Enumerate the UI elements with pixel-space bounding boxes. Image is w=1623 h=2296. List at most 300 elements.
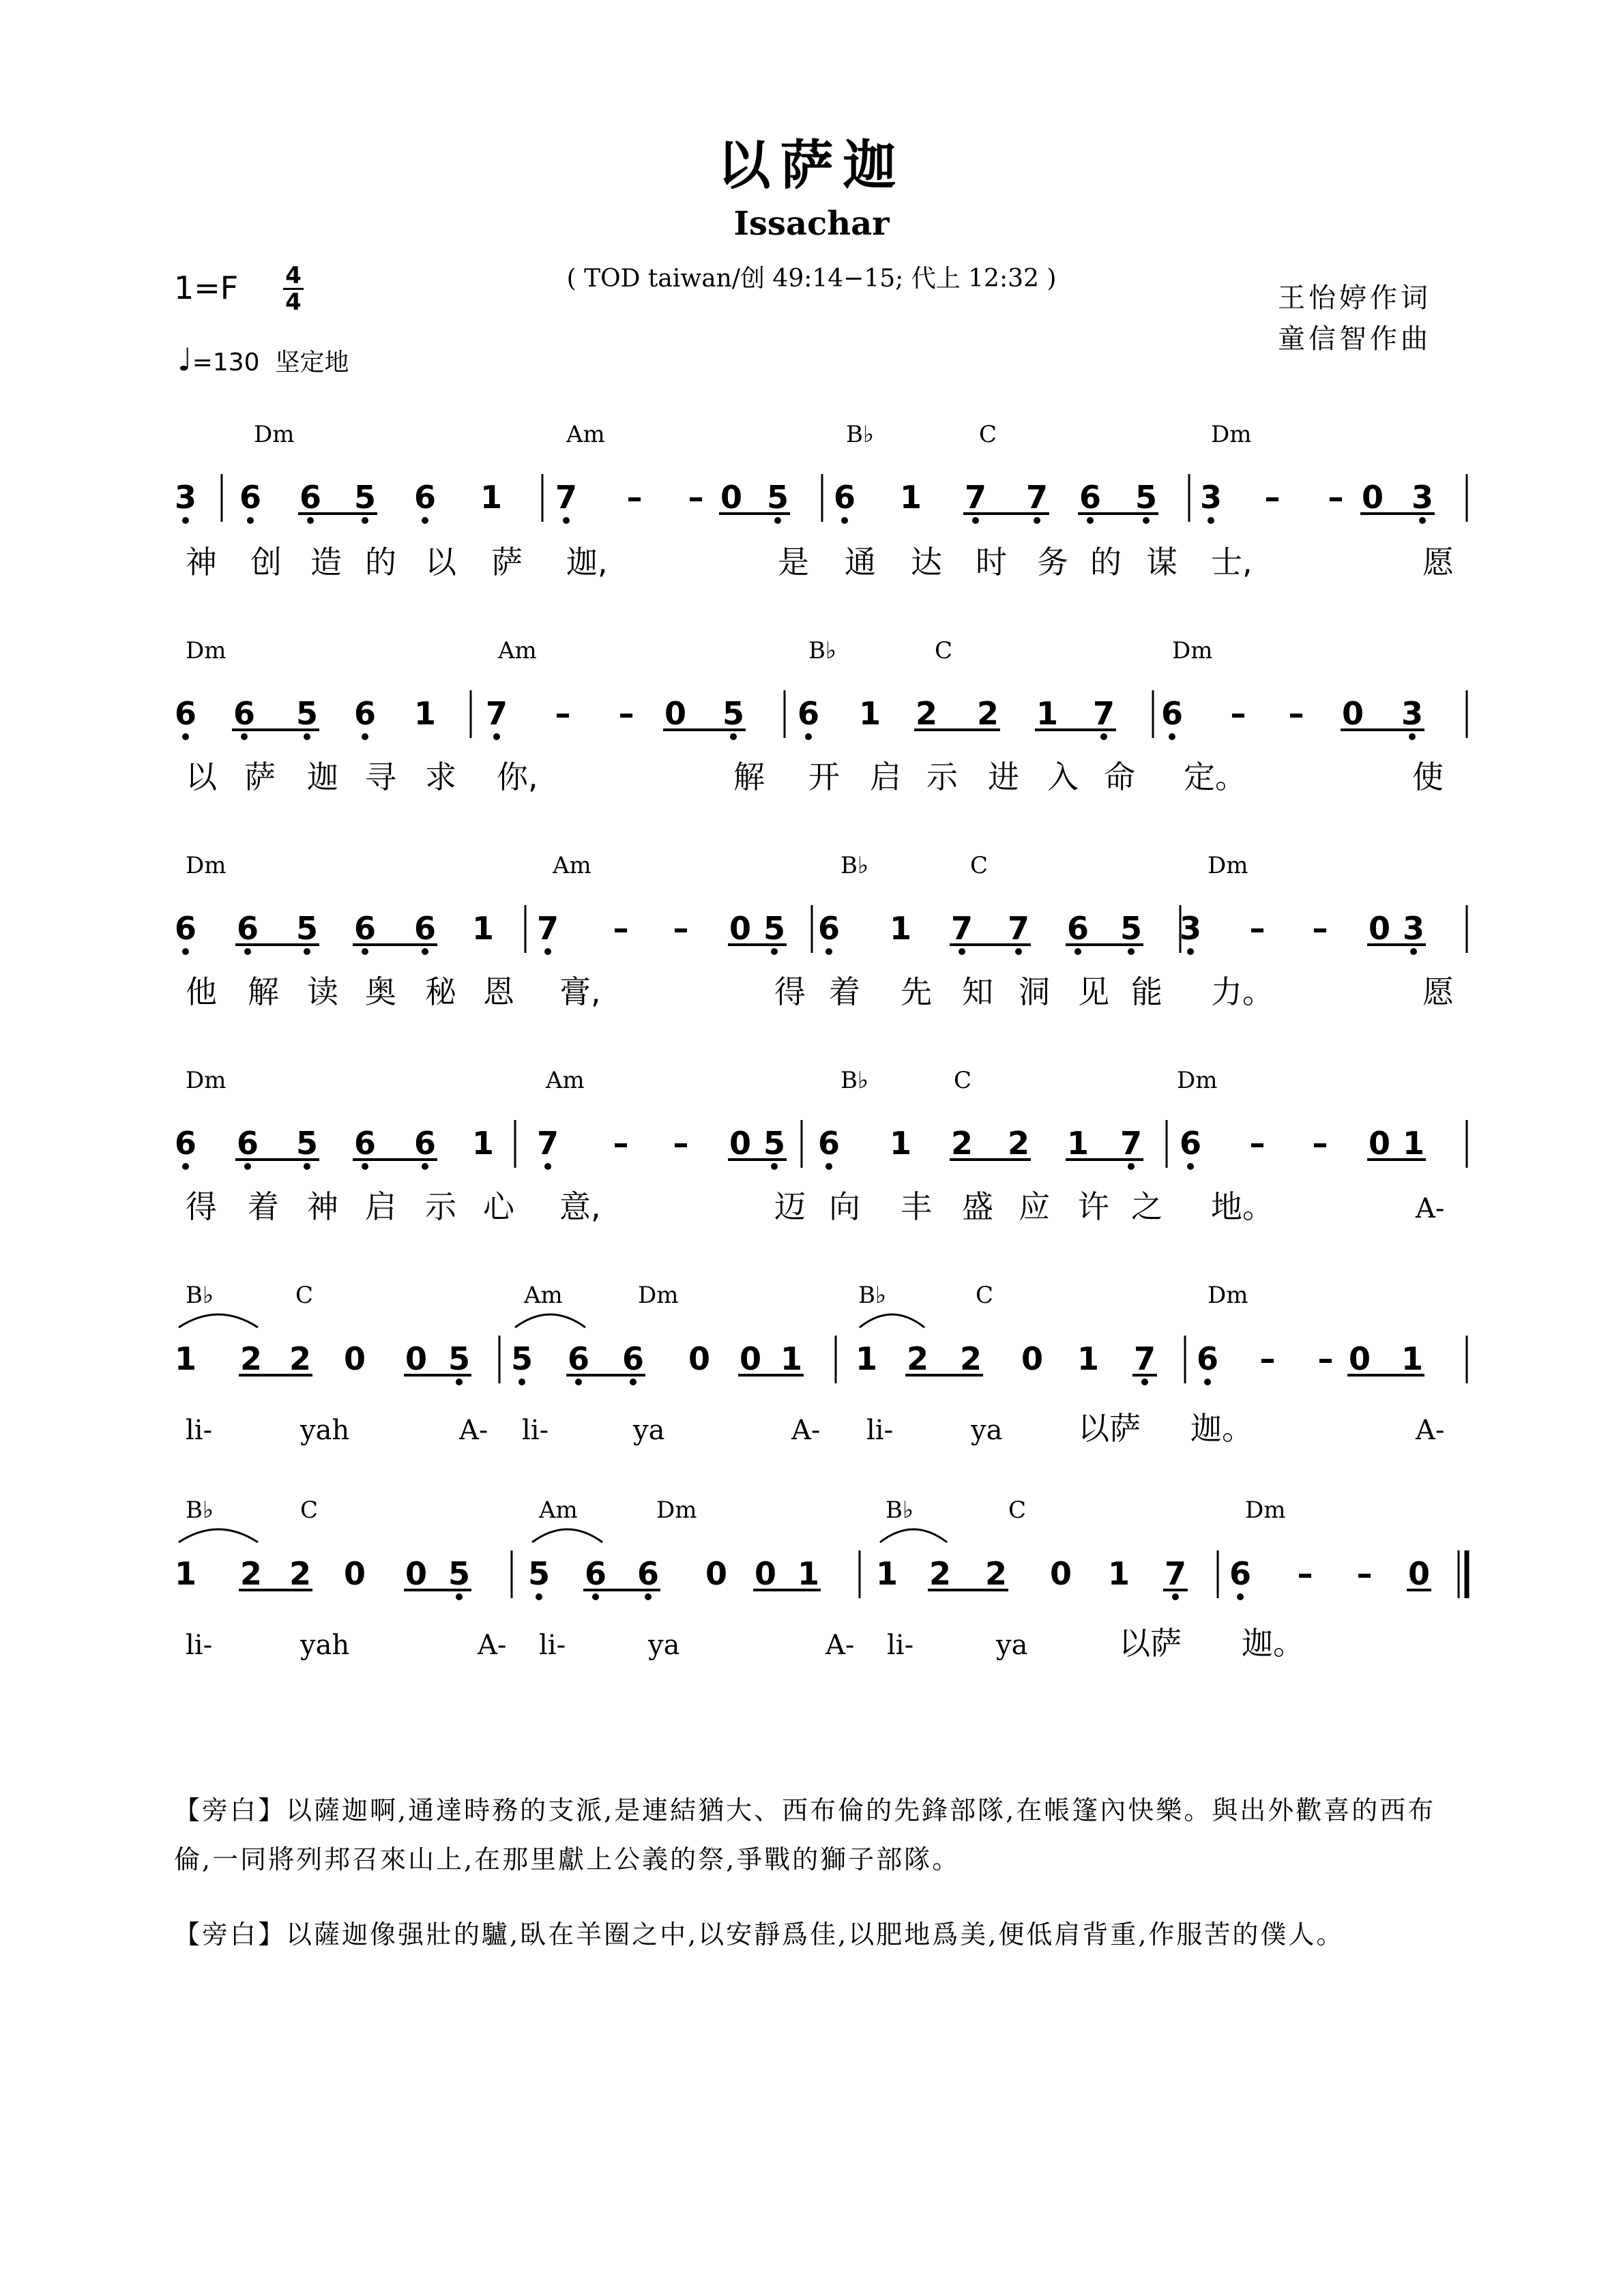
jianpu-note: 2: [289, 1340, 312, 1377]
lyric-syllable: 通: [845, 544, 876, 580]
chord-symbol: B♭: [808, 637, 837, 664]
lyric-syllable: ya: [971, 1415, 1003, 1446]
duration-dash: –: [1264, 479, 1281, 516]
jianpu-note: 0: [1348, 1340, 1371, 1377]
duration-dash: –: [1312, 1125, 1328, 1162]
octave-dot: [493, 733, 500, 740]
lyric-syllable: ya: [996, 1630, 1028, 1661]
lyric-syllable: 命: [1104, 759, 1135, 795]
octave-dot: [241, 733, 248, 740]
lyric-syllable: 解: [733, 759, 765, 795]
slur-arc: [179, 1314, 258, 1327]
octave-dot: [841, 517, 848, 524]
jianpu-note: 0: [1368, 1125, 1391, 1162]
jianpu-note: 6: [817, 1125, 840, 1162]
jianpu-note: 2: [289, 1555, 312, 1592]
jianpu-note: 3: [1401, 695, 1424, 732]
chord-symbol: Am: [524, 1282, 563, 1309]
jianpu-note: 7: [1007, 910, 1030, 947]
tempo-value: =130: [192, 349, 260, 377]
jianpu-note: 7: [536, 910, 559, 947]
lyric-syllable: 迦。: [1190, 1410, 1253, 1447]
lyric-syllable: 神: [186, 544, 217, 580]
lyric-syllable: A-: [1416, 1193, 1445, 1224]
jianpu-note: 6: [353, 1125, 377, 1162]
jianpu-note: 1: [889, 910, 912, 947]
lyric-syllable: li-: [186, 1630, 213, 1661]
lyric-syllable: 知: [962, 973, 993, 1010]
jianpu-note: 6: [567, 1340, 590, 1377]
octave-dot: [1128, 948, 1135, 955]
octave-dot: [825, 948, 832, 955]
jianpu-note: 1: [174, 1555, 197, 1592]
jianpu-note: 6: [299, 479, 322, 516]
lyric-syllable: 奥: [365, 973, 396, 1010]
octave-dot: [1169, 733, 1175, 740]
duration-dash: –: [1317, 1340, 1334, 1377]
jianpu-note: 5: [763, 910, 786, 947]
lyric-syllable: 愿: [1422, 973, 1454, 1010]
lyric-syllable: 他: [186, 973, 217, 1010]
octave-dot: [422, 1163, 428, 1170]
octave-dot: [1204, 1379, 1211, 1385]
lyric-syllable: 以: [425, 544, 456, 580]
jianpu-note: 5: [722, 695, 745, 732]
jianpu-note: 5: [527, 1555, 551, 1592]
jianpu-note: 5: [766, 479, 789, 516]
lyric-syllable: 的: [1090, 544, 1122, 580]
lyric-syllable: yah: [300, 1415, 350, 1446]
octave-dot: [304, 733, 310, 740]
jianpu-note: 3: [1402, 910, 1425, 947]
lyric-syllable: A-: [478, 1630, 507, 1661]
lyric-syllable: 盛: [962, 1188, 993, 1225]
lyric-syllable: yah: [300, 1630, 350, 1661]
jianpu-note: 2: [984, 1555, 1008, 1592]
chord-symbol: C: [976, 1282, 994, 1309]
jianpu-note: 6: [174, 1125, 197, 1162]
jianpu-note: 7: [555, 479, 578, 516]
lyric-syllable: 得: [774, 973, 806, 1010]
chord-symbol: Dm: [186, 637, 226, 664]
octave-dot: [1419, 517, 1426, 524]
octave-dot: [362, 517, 368, 524]
chord-symbol: Am: [566, 421, 605, 448]
lyric-syllable: 谋: [1146, 544, 1178, 580]
lyric-syllable: 解: [248, 973, 279, 1010]
duration-dash: –: [555, 695, 571, 732]
chord-symbol: C: [1008, 1497, 1027, 1524]
jianpu-note: 6: [833, 479, 856, 516]
octave-dot: [244, 948, 251, 955]
lyric-syllable: li-: [539, 1630, 566, 1661]
lyric-syllable: li-: [887, 1630, 914, 1661]
jianpu-note: 5: [295, 910, 319, 947]
octave-dot: [1100, 733, 1107, 740]
jianpu-note: 6: [413, 1125, 437, 1162]
jianpu-note: 1: [899, 479, 922, 516]
jianpu-note: 6: [637, 1555, 660, 1592]
chord-symbol: C: [295, 1282, 314, 1309]
jianpu-note: 0: [1407, 1555, 1431, 1592]
duration-dash: –: [613, 910, 629, 947]
duration-dash: –: [1249, 910, 1266, 947]
lyric-syllable: 神: [307, 1188, 338, 1225]
lyric-syllable: 心: [483, 1188, 514, 1225]
jianpu-note: 0: [1368, 910, 1391, 947]
octave-dot: [1141, 1379, 1148, 1385]
lyric-syllable: 地。: [1211, 1188, 1274, 1225]
jianpu-note: 6: [233, 695, 256, 732]
jianpu-note: 7: [485, 695, 508, 732]
jianpu-note: 6: [1179, 1125, 1202, 1162]
jianpu-note: 7: [1120, 1125, 1143, 1162]
chord-symbol: Dm: [638, 1282, 679, 1309]
jianpu-note: 6: [1229, 1555, 1252, 1592]
slur-arc: [860, 1314, 924, 1327]
octave-dot: [730, 733, 737, 740]
jianpu-note: 0: [754, 1555, 777, 1592]
chord-symbol: B♭: [186, 1497, 214, 1524]
chord-symbol: Dm: [1245, 1497, 1286, 1524]
jianpu-note: 1: [855, 1340, 878, 1377]
octave-dot: [182, 948, 189, 955]
jianpu-note: 0: [343, 1340, 366, 1377]
octave-dot: [1074, 948, 1081, 955]
jianpu-note: 6: [1196, 1340, 1219, 1377]
slur-arc: [515, 1314, 585, 1327]
chord-symbol: C: [954, 1067, 972, 1094]
jianpu-note: 7: [1164, 1555, 1187, 1592]
jianpu-note: 1: [1402, 1125, 1425, 1162]
lyric-syllable: 达: [911, 544, 942, 580]
jianpu-note: 7: [1133, 1340, 1156, 1377]
lyric-syllable: 向: [829, 1188, 860, 1225]
jianpu-note: 6: [239, 479, 262, 516]
jianpu-note: 1: [1066, 1125, 1090, 1162]
octave-dot: [1015, 948, 1022, 955]
scripture-source: ( TOD taiwan/创 49:14−15; 代上 12:32 ): [566, 265, 1057, 293]
duration-dash: –: [688, 479, 704, 516]
jianpu-note: 5: [295, 1125, 319, 1162]
lyric-syllable: 洞: [1019, 973, 1050, 1010]
lyric-syllable: 进: [988, 759, 1019, 795]
jianpu-note: 6: [353, 910, 377, 947]
octave-dot: [536, 1593, 542, 1600]
chord-symbol: Am: [546, 1067, 585, 1094]
slur-arc: [532, 1529, 602, 1542]
jianpu-note: 0: [729, 910, 752, 947]
chord-symbol: C: [935, 637, 953, 664]
jianpu-note: 2: [915, 695, 938, 732]
composer-credit: 童信智作曲: [1278, 323, 1431, 355]
jianpu-note: 0: [664, 695, 687, 732]
lyric-syllable: 以萨: [1078, 1410, 1141, 1447]
lyric-syllable: ya: [648, 1630, 680, 1661]
lyric-syllable: 得: [186, 1188, 217, 1225]
octave-dot: [645, 1593, 652, 1600]
jianpu-note: 6: [353, 695, 377, 732]
chord-symbol: C: [979, 421, 997, 448]
lyric-syllable: 见: [1078, 973, 1109, 1010]
jianpu-note: 1: [1401, 1340, 1424, 1377]
lyric-syllable: 迦: [307, 759, 338, 795]
lyric-syllable: 启: [870, 759, 901, 795]
jianpu-note: 6: [236, 1125, 259, 1162]
lyric-syllable: 以萨: [1119, 1625, 1182, 1662]
lyric-syllable: ya: [633, 1415, 665, 1446]
jianpu-note: 1: [889, 1125, 912, 1162]
jianpu-note: 7: [950, 910, 974, 947]
octave-dot: [1410, 948, 1417, 955]
lyric-syllable: 造: [310, 544, 342, 580]
lyric-syllable: 丰: [901, 1188, 932, 1225]
jianpu-note: 6: [413, 910, 437, 947]
octave-dot: [362, 1163, 368, 1170]
page-title: 以萨迦: [717, 134, 906, 196]
lyric-syllable: 迦。: [1242, 1625, 1304, 1662]
jianpu-note: 0: [739, 1340, 762, 1377]
duration-dash: –: [1356, 1555, 1373, 1592]
lyric-syllable: li-: [866, 1415, 894, 1446]
lyricist-credit: 王怡婷作词: [1278, 282, 1431, 314]
lyric-syllable: li-: [186, 1415, 213, 1446]
jianpu-note: 5: [763, 1125, 786, 1162]
chord-symbol: Dm: [186, 852, 226, 879]
lyric-syllable: 读: [307, 973, 338, 1010]
jianpu-note: 1: [471, 910, 495, 947]
octave-dot: [422, 948, 428, 955]
lyric-syllable: 愿: [1422, 544, 1454, 580]
chord-symbol: Am: [539, 1497, 578, 1524]
jianpu-note: 6: [584, 1555, 607, 1592]
lyric-syllable: 许: [1078, 1188, 1109, 1225]
lyric-syllable: 恩: [483, 973, 514, 1010]
lyric-syllable: 创: [250, 544, 282, 580]
jianpu-note: 6: [622, 1340, 645, 1377]
jianpu-note: 1: [1107, 1555, 1130, 1592]
octave-dot: [304, 948, 310, 955]
slur-arc: [179, 1529, 258, 1542]
jianpu-note: 0: [705, 1555, 728, 1592]
lyric-syllable: 求: [425, 759, 456, 795]
octave-dot: [825, 1163, 832, 1170]
jianpu-note: 5: [448, 1340, 471, 1377]
lyric-syllable: 能: [1131, 973, 1163, 1010]
jianpu-note: 1: [174, 1340, 197, 1377]
jianpu-note: 0: [405, 1555, 428, 1592]
jianpu-note: 6: [174, 695, 197, 732]
lyric-syllable: 你,: [497, 759, 538, 795]
duration-dash: –: [1312, 910, 1328, 947]
chord-symbol: B♭: [840, 852, 869, 879]
octave-dot: [518, 1379, 525, 1385]
jianpu-note: 1: [858, 695, 881, 732]
jianpu-note: 7: [1092, 695, 1115, 732]
octave-dot: [771, 1163, 778, 1170]
octave-dot: [304, 1163, 310, 1170]
lyric-syllable: 着: [248, 1188, 279, 1225]
jianpu-note: 3: [1411, 479, 1434, 516]
lyric-syllable: 迈: [774, 1188, 806, 1225]
chord-symbol: Dm: [1208, 1282, 1248, 1309]
jianpu-note: 0: [405, 1340, 428, 1377]
jianpu-note: 2: [239, 1340, 263, 1377]
jianpu-note: 1: [471, 1125, 495, 1162]
duration-dash: –: [1249, 1125, 1266, 1162]
lyric-syllable: 意,: [559, 1188, 601, 1225]
lyric-syllable: 示: [425, 1188, 456, 1225]
duration-dash: –: [1230, 695, 1246, 732]
duration-dash: –: [1297, 1555, 1313, 1592]
octave-dot: [959, 948, 965, 955]
octave-dot: [182, 517, 189, 524]
jianpu-note: 5: [448, 1555, 471, 1592]
octave-dot: [456, 1379, 463, 1385]
jianpu-note: 5: [295, 695, 319, 732]
jianpu-note: 1: [480, 479, 503, 516]
lyric-syllable: 先: [901, 973, 932, 1010]
lyric-syllable: 着: [829, 973, 860, 1010]
duration-dash: –: [1328, 479, 1344, 516]
jianpu-note: 2: [906, 1340, 929, 1377]
duration-dash: –: [1259, 1340, 1276, 1377]
octave-dot: [307, 517, 314, 524]
chord-symbol: B♭: [858, 1282, 887, 1309]
lyric-syllable: 萨: [491, 544, 523, 580]
duration-dash: –: [673, 1125, 689, 1162]
lyric-syllable: 应: [1019, 1188, 1050, 1225]
octave-dot: [1143, 517, 1150, 524]
jianpu-note: 6: [797, 695, 820, 732]
key-signature: 1=F: [174, 269, 239, 306]
chord-symbol: B♭: [846, 421, 875, 448]
jianpu-note: 0: [343, 1555, 366, 1592]
chord-symbol: Dm: [186, 1067, 226, 1094]
chord-symbol: Dm: [1177, 1067, 1218, 1094]
jianpu-note: 1: [797, 1555, 820, 1592]
jianpu-note: 2: [929, 1555, 952, 1592]
octave-dot: [1237, 1593, 1244, 1600]
octave-dot: [544, 1163, 551, 1170]
jianpu-note: 6: [1079, 479, 1102, 516]
chord-symbol: C: [300, 1497, 319, 1524]
jianpu-note: 6: [174, 910, 197, 947]
octave-dot: [1128, 1163, 1135, 1170]
jianpu-note: 0: [1021, 1340, 1044, 1377]
octave-dot: [1409, 733, 1416, 740]
lyric-syllable: 寻: [365, 759, 396, 795]
jianpu-note: 1: [875, 1555, 898, 1592]
jianpu-note: 6: [413, 479, 437, 516]
jianpu-note: 6: [1160, 695, 1184, 732]
lyric-syllable: 之: [1131, 1188, 1163, 1225]
slur-arc: [880, 1529, 947, 1542]
duration-dash: –: [626, 479, 643, 516]
jianpu-note: 2: [959, 1340, 982, 1377]
lyric-syllable: 启: [365, 1188, 396, 1225]
lyric-syllable: 迦,: [566, 544, 608, 580]
chord-symbol: Dm: [1208, 852, 1248, 879]
octave-dot: [1087, 517, 1094, 524]
octave-dot: [563, 517, 570, 524]
chord-symbol: Am: [553, 852, 591, 879]
lyric-syllable: 务: [1037, 544, 1068, 580]
chord-symbol: B♭: [840, 1067, 869, 1094]
octave-dot: [1034, 517, 1040, 524]
octave-dot: [1187, 948, 1194, 955]
octave-dot: [362, 733, 368, 740]
narration-paragraph-1: 【旁白】以薩迦啊,通達時務的支派,是連結猶大、西布倫的先鋒部隊,在帳篷內快樂。與出外歡喜的西布倫,一同將列邦召來山上,在那里獻上公義的祭,爭戰的獅子部隊。: [174, 1795, 1436, 1874]
lyric-syllable: A-: [1416, 1415, 1445, 1446]
octave-dot: [575, 1379, 582, 1385]
jianpu-note: 5: [353, 479, 377, 516]
jianpu-note: 5: [1135, 479, 1158, 516]
jianpu-note: 2: [950, 1125, 974, 1162]
duration-dash: –: [618, 695, 634, 732]
jianpu-note: 7: [536, 1125, 559, 1162]
jianpu-note: 6: [1066, 910, 1090, 947]
octave-dot: [630, 1379, 637, 1385]
jianpu-note: 0: [688, 1340, 711, 1377]
octave-dot: [1187, 1163, 1194, 1170]
jianpu-note: 2: [239, 1555, 263, 1592]
lyric-syllable: 的: [365, 544, 396, 580]
duration-dash: –: [673, 910, 689, 947]
chord-symbol: Dm: [1172, 637, 1213, 664]
lyric-syllable: 是: [778, 544, 809, 580]
octave-dot: [422, 517, 428, 524]
meter-top: 4: [285, 262, 302, 289]
duration-dash: –: [613, 1125, 629, 1162]
chord-symbol: Dm: [656, 1497, 697, 1524]
jianpu-note: 5: [510, 1340, 533, 1377]
jianpu-note: 1: [1036, 695, 1059, 732]
lyric-syllable: A-: [459, 1415, 488, 1446]
chord-symbol: B♭: [186, 1282, 214, 1309]
page-subtitle: Issachar: [733, 205, 890, 243]
octave-dot: [774, 517, 781, 524]
octave-dot: [771, 948, 778, 955]
lyric-syllable: A-: [791, 1415, 821, 1446]
lyric-syllable: A-: [825, 1630, 855, 1661]
jianpu-note: 5: [1120, 910, 1143, 947]
jianpu-note: 7: [964, 479, 987, 516]
lyric-syllable: 力。: [1211, 973, 1274, 1010]
jianpu-note: 1: [1077, 1340, 1100, 1377]
octave-dot: [182, 1163, 189, 1170]
octave-dot: [592, 1593, 599, 1600]
jianpu-note: 2: [976, 695, 999, 732]
meter-bottom: 4: [285, 289, 302, 316]
lyric-syllable: 时: [976, 544, 1007, 580]
narration-paragraph-2: 【旁白】以薩迦像强壯的驢,臥在羊圈之中,以安靜爲佳,以肥地爲美,便低肩背重,作服苦的僕人。: [174, 1919, 1345, 1949]
chord-symbol: Dm: [254, 421, 295, 448]
lyric-syllable: 入: [1047, 759, 1079, 795]
octave-dot: [805, 733, 812, 740]
jianpu-note: 0: [729, 1125, 752, 1162]
lyric-syllable: li-: [522, 1415, 549, 1446]
octave-dot: [1172, 1593, 1179, 1600]
quarter-note-icon: ♩: [177, 341, 192, 378]
chord-symbol: Am: [498, 637, 537, 664]
jianpu-note: 0: [1361, 479, 1384, 516]
lyric-syllable: 萨: [244, 759, 276, 795]
jianpu-note: 6: [817, 910, 840, 947]
octave-dot: [544, 948, 551, 955]
lyric-syllable: 膏,: [559, 973, 601, 1010]
octave-dot: [362, 948, 368, 955]
